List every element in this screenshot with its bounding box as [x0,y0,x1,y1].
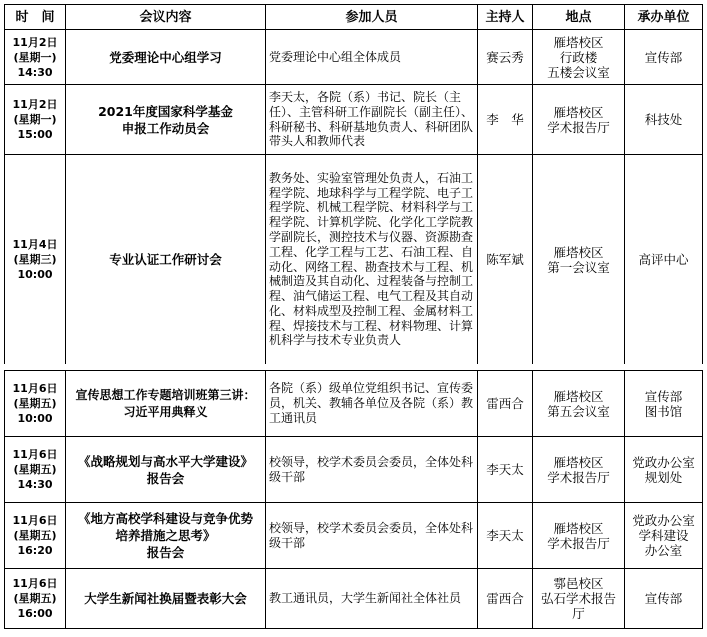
header-row [5,5,703,30]
table-row [5,503,703,569]
host-cell: 赛云秀 [478,30,533,85]
time-cell: 11月6日 (星期五) 16:20 [5,503,66,569]
time-cell: 11月2日 (星期一) 15:00 [5,85,66,155]
location-cell: 雁塔校区 第五会议室 [533,371,625,437]
host-cell: 陈军斌 [478,155,533,365]
table-row [5,30,703,85]
organizer-cell: 科技处 [625,85,703,155]
participants-cell: 李天太，各院（系）书记、院长（主任）、主管科研工作副院长（副主任）、科研秘书、科研基地负责人、科研团队带头人和教师代表 [266,85,478,155]
time-cell: 11月6日 (星期五) 14:30 [5,437,66,503]
host-cell: 李天太 [478,437,533,503]
location-cell: 雁塔校区 学术报告厅 [533,85,625,155]
time-cell: 11月6日 (星期五) 16:00 [5,569,66,629]
time-cell: 11月2日 (星期一) 14:30 [5,30,66,85]
meeting-content: 党委理论中心组学习 [66,30,266,85]
meeting-content: 2021年度国家科学基金 申报工作动员会 [66,85,266,155]
location-cell: 雁塔校区 行政楼 五楼会议室 [533,30,625,85]
meeting-content: 《战略规划与高水平大学建设》 报告会 [66,437,266,503]
header-content: 会议内容 [66,5,266,30]
table-row [5,371,703,437]
participants-cell: 党委理论中心组全体成员 [266,30,478,85]
location-cell: 雁塔校区 学术报告厅 [533,503,625,569]
time-cell: 11月6日 (星期五) 10:00 [5,371,66,437]
participants-cell: 各院（系）级单位党组织书记、宣传委员，机关、教辅各单位及各院（系）教工通讯员 [266,371,478,437]
table-row [5,155,703,365]
table-row [5,437,703,503]
time-cell: 11月4日 (星期三) 10:00 [5,155,66,365]
organizer-cell: 宣传部 图书馆 [625,371,703,437]
organizer-cell: 高评中心 [625,155,703,365]
schedule-table-part-1 [4,4,703,365]
location-cell: 雁塔校区 第一会议室 [533,155,625,365]
participants-cell: 校领导，校学术委员会委员，全体处科级干部 [266,437,478,503]
schedule-table-part-2 [4,370,703,629]
organizer-cell: 宣传部 [625,30,703,85]
header-organizer: 承办单位 [625,5,703,30]
location-cell: 鄠邑校区 弘石学术报告 厅 [533,569,625,629]
participants-cell: 校领导，校学术委员会委员，全体处科级干部 [266,503,478,569]
table-row [5,85,703,155]
host-cell: 雷西合 [478,569,533,629]
meeting-content: 专业认证工作研讨会 [66,155,266,365]
host-cell: 李天太 [478,503,533,569]
meeting-content: 宣传思想工作专题培训班第三讲： 习近平用典释义 [66,371,266,437]
organizer-cell: 宣传部 [625,569,703,629]
meeting-content: 《地方高校学科建设与竞争优势 培养措施之思考》 报告会 [66,503,266,569]
participants-cell: 教务处、实验室管理处负责人，石油工程学院、地球科学与工程学院、电子工程学院、机械工程学院、材料科学与工程学院、计算机学院、化学化工学院教学副院长，测控技术与仪器、资源勘查工程、化学工程与工艺、石油工程、自动化、网络工程、勘查技术与工程、机械制造及其自动化、过程装备与控制工程、油气储运工程、电气工程及其自动化、材料成型及控制工程、金属材料工程、焊接技术与工程、材料物理、计算机科学与技术专业负责人 [266,155,478,365]
meeting-content: 大学生新闻社换届暨表彰大会 [66,569,266,629]
header-time: 时 间 [5,5,66,30]
location-cell: 雁塔校区 学术报告厅 [533,437,625,503]
host-cell: 雷西合 [478,371,533,437]
host-cell: 李 华 [478,85,533,155]
participants-cell: 教工通讯员，大学生新闻社全体社员 [266,569,478,629]
header-participants: 参加人员 [266,5,478,30]
table-row [5,569,703,629]
organizer-cell: 党政办公室 学科建设 办公室 [625,503,703,569]
header-host: 主持人 [478,5,533,30]
organizer-cell: 党政办公室 规划处 [625,437,703,503]
header-location: 地点 [533,5,625,30]
